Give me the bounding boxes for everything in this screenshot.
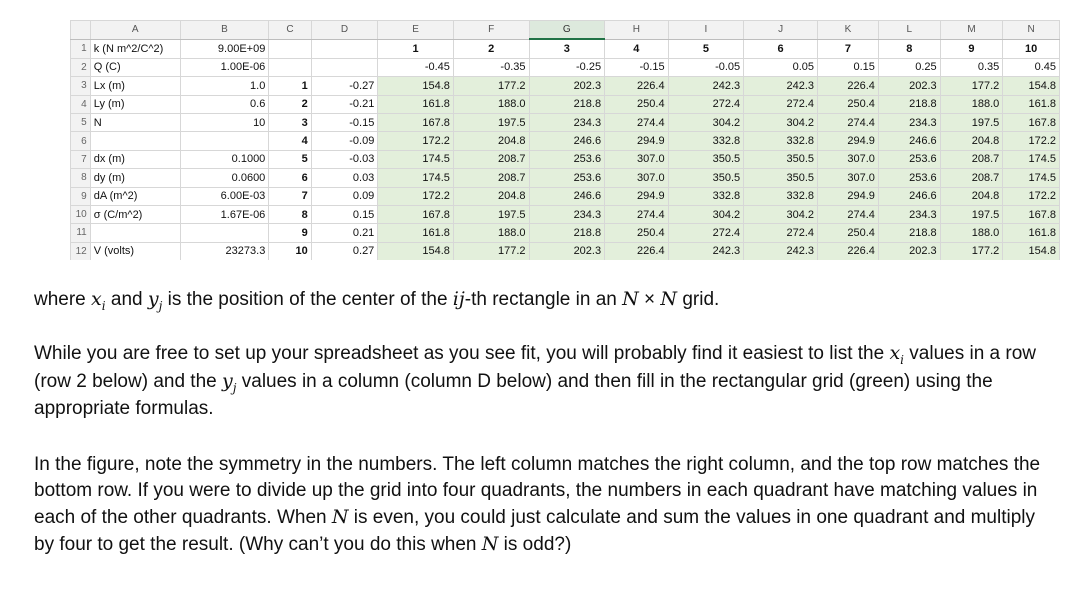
grid-cell[interactable]: 8 <box>878 39 940 58</box>
math-N: N <box>660 288 678 310</box>
grid-cell[interactable]: 174.5 <box>378 150 454 168</box>
grid-cell[interactable]: 332.8 <box>668 187 744 205</box>
cell-d[interactable]: 0.03 <box>311 169 378 187</box>
spreadsheet-grid <box>70 20 1060 260</box>
spreadsheet-view <box>70 20 1060 260</box>
cell-c[interactable]: 10 <box>269 242 311 260</box>
grid-cell[interactable]: 9 <box>940 39 1003 58</box>
grid-cell[interactable]: 208.7 <box>453 150 529 168</box>
row-header[interactable]: 1 <box>71 39 91 58</box>
grid-cell[interactable]: 234.3 <box>529 205 605 223</box>
cell-d[interactable]: -0.09 <box>311 132 378 150</box>
column-header-f[interactable]: F <box>453 21 529 40</box>
grid-cell[interactable]: -0.35 <box>453 58 529 76</box>
cell-c[interactable] <box>269 58 311 76</box>
sheet-row <box>71 95 1060 113</box>
text: is odd?) <box>498 534 572 555</box>
grid-cell[interactable]: 272.4 <box>744 224 818 242</box>
grid-cell[interactable]: 177.2 <box>453 242 529 260</box>
grid-cell[interactable]: 246.6 <box>529 187 605 205</box>
column-header-d[interactable]: D <box>311 21 378 40</box>
cell-a[interactable]: k (N m^2/C^2) <box>90 39 180 58</box>
grid-cell[interactable]: 0.45 <box>1003 58 1060 76</box>
column-header-i[interactable]: I <box>668 21 744 40</box>
grid-cell[interactable]: 1 <box>378 39 454 58</box>
cell-d[interactable]: 0.21 <box>311 224 378 242</box>
cell-d[interactable] <box>311 39 378 58</box>
grid-cell[interactable]: 197.5 <box>940 113 1003 131</box>
grid-cell[interactable]: 218.8 <box>878 95 940 113</box>
grid-cell[interactable]: -0.05 <box>668 58 744 76</box>
grid-cell[interactable]: 167.8 <box>1003 205 1060 223</box>
math-x: x <box>91 288 102 310</box>
cell-a[interactable] <box>90 224 180 242</box>
text: is even, you could just calculate and sum the values in one quadrant and multiply by four to get the result. (Why can’t you do this when <box>34 507 1036 555</box>
sheet-row <box>71 169 1060 187</box>
cell-b[interactable]: 1.00E-06 <box>180 58 269 76</box>
sheet-row <box>71 39 1060 58</box>
math-sub-i: i <box>101 299 106 313</box>
grid-cell[interactable]: 218.8 <box>529 224 605 242</box>
cell-b[interactable]: 6.00E-03 <box>180 187 269 205</box>
cell-a[interactable] <box>90 132 180 150</box>
grid-cell[interactable]: 307.0 <box>605 150 668 168</box>
sheet-row <box>71 58 1060 76</box>
grid-cell[interactable]: 274.4 <box>605 205 668 223</box>
column-header-j[interactable]: J <box>744 21 818 40</box>
grid-cell[interactable]: 250.4 <box>818 224 879 242</box>
math-sub-j: j <box>232 381 237 395</box>
math-N: N <box>622 288 639 310</box>
select-all-corner[interactable] <box>71 21 91 40</box>
cell-b[interactable]: 10 <box>180 113 269 131</box>
sheet-row <box>71 113 1060 131</box>
grid-cell[interactable]: 294.9 <box>605 187 668 205</box>
grid-cell[interactable]: 197.5 <box>453 113 529 131</box>
row-header[interactable]: 5 <box>71 113 91 131</box>
grid-cell[interactable]: 174.5 <box>1003 150 1060 168</box>
row-header[interactable]: 10 <box>71 205 91 223</box>
cell-a[interactable]: dA (m^2) <box>90 187 180 205</box>
cell-c[interactable]: 4 <box>269 132 311 150</box>
cell-a[interactable]: σ (C/m^2) <box>90 205 180 223</box>
grid-cell[interactable]: 250.4 <box>605 95 668 113</box>
grid-cell[interactable]: 208.7 <box>940 169 1003 187</box>
grid-cell[interactable]: 350.5 <box>668 150 744 168</box>
grid-cell[interactable]: 226.4 <box>605 77 668 95</box>
grid-cell[interactable]: 0.15 <box>818 58 879 76</box>
cell-b[interactable]: 1.0 <box>180 77 269 95</box>
grid-cell[interactable]: 332.8 <box>744 132 818 150</box>
grid-cell[interactable]: 307.0 <box>818 169 879 187</box>
cell-a[interactable]: Lx (m) <box>90 77 180 95</box>
grid-cell[interactable]: 350.5 <box>668 169 744 187</box>
grid-cell[interactable]: 218.8 <box>878 224 940 242</box>
math-N: N <box>481 533 499 555</box>
row-header[interactable]: 9 <box>71 187 91 205</box>
text: is the position of the center of the <box>162 289 453 310</box>
grid-cell[interactable]: 188.0 <box>453 95 529 113</box>
text: values in a row (row 2 below) and the <box>34 343 1037 392</box>
grid-cell[interactable]: 0.25 <box>878 58 940 76</box>
grid-cell[interactable]: 197.5 <box>940 205 1003 223</box>
grid-cell[interactable]: 3 <box>529 39 605 58</box>
sheet-row <box>71 224 1060 242</box>
cell-c[interactable]: 6 <box>269 169 311 187</box>
row-header[interactable]: 6 <box>71 132 91 150</box>
column-header-l[interactable]: L <box>878 21 940 40</box>
grid-cell[interactable]: 161.8 <box>1003 95 1060 113</box>
cell-b[interactable]: 0.6 <box>180 95 269 113</box>
grid-cell[interactable]: 246.6 <box>529 132 605 150</box>
grid-cell[interactable]: 294.9 <box>818 187 879 205</box>
cell-d[interactable]: -0.15 <box>311 113 378 131</box>
sheet-row <box>71 132 1060 150</box>
grid-cell[interactable]: 234.3 <box>529 113 605 131</box>
cell-a[interactable]: V (volts) <box>90 242 180 260</box>
cell-c[interactable]: 5 <box>269 150 311 168</box>
grid-cell[interactable]: 172.2 <box>378 132 454 150</box>
column-header-b[interactable]: B <box>180 21 269 40</box>
grid-cell[interactable]: 5 <box>668 39 744 58</box>
grid-cell[interactable]: 161.8 <box>1003 224 1060 242</box>
cell-a[interactable]: N <box>90 113 180 131</box>
grid-cell[interactable]: 202.3 <box>878 242 940 260</box>
paragraph-symmetry <box>34 452 1054 558</box>
row-header[interactable]: 8 <box>71 169 91 187</box>
cell-b[interactable]: 23273.3 <box>180 242 269 260</box>
grid-cell[interactable]: 6 <box>744 39 818 58</box>
grid-cell[interactable]: 307.0 <box>605 169 668 187</box>
grid-cell[interactable]: 188.0 <box>453 224 529 242</box>
grid-cell[interactable]: 174.5 <box>1003 169 1060 187</box>
grid-cell[interactable]: 274.4 <box>605 113 668 131</box>
grid-cell[interactable]: 161.8 <box>378 95 454 113</box>
row-header[interactable]: 11 <box>71 224 91 242</box>
column-header-row <box>71 21 1060 40</box>
cell-a[interactable]: Ly (m) <box>90 95 180 113</box>
cell-b[interactable]: 1.67E-06 <box>180 205 269 223</box>
grid-cell[interactable]: -0.45 <box>378 58 454 76</box>
grid-cell[interactable]: 202.3 <box>529 242 605 260</box>
cell-d[interactable] <box>311 58 378 76</box>
grid-cell[interactable]: 0.35 <box>940 58 1003 76</box>
cell-c[interactable] <box>269 39 311 58</box>
math-sub-i: i <box>900 353 905 367</box>
column-header-a[interactable]: A <box>90 21 180 40</box>
grid-cell[interactable]: 226.4 <box>818 242 879 260</box>
cell-c[interactable]: 1 <box>269 77 311 95</box>
grid-cell[interactable]: 154.8 <box>378 242 454 260</box>
grid-cell[interactable]: 204.8 <box>453 187 529 205</box>
grid-cell[interactable]: 332.8 <box>668 132 744 150</box>
cell-d[interactable]: 0.09 <box>311 187 378 205</box>
grid-cell[interactable]: 253.6 <box>878 150 940 168</box>
row-header[interactable]: 4 <box>71 95 91 113</box>
column-header-k[interactable]: K <box>818 21 879 40</box>
grid-cell[interactable]: 202.3 <box>529 77 605 95</box>
grid-cell[interactable]: 154.8 <box>1003 77 1060 95</box>
grid-cell[interactable]: 350.5 <box>744 169 818 187</box>
grid-cell[interactable]: 242.3 <box>668 77 744 95</box>
grid-cell[interactable]: 350.5 <box>744 150 818 168</box>
grid-cell[interactable]: 242.3 <box>668 242 744 260</box>
grid-cell[interactable]: 304.2 <box>744 205 818 223</box>
row-header[interactable]: 2 <box>71 58 91 76</box>
sheet-row <box>71 205 1060 223</box>
sheet-row <box>71 187 1060 205</box>
grid-cell[interactable]: 208.7 <box>940 150 1003 168</box>
grid-cell[interactable]: 246.6 <box>878 132 940 150</box>
grid-cell[interactable]: 304.2 <box>668 113 744 131</box>
grid-cell[interactable]: 307.0 <box>818 150 879 168</box>
grid-cell[interactable]: 167.8 <box>378 113 454 131</box>
math-y: y <box>147 288 159 310</box>
text: In the figure, note the symmetry in the numbers. The left column matches the right column, and the top row matches the bottom row. If you were to divide up the grid into four quadrants, the numbers in each quadrant have matching values in each of the other quadrants. When <box>34 454 1041 528</box>
grid-cell[interactable]: 272.4 <box>668 224 744 242</box>
column-header-n[interactable]: N <box>1003 21 1060 40</box>
column-header-e[interactable]: E <box>378 21 454 40</box>
grid-cell[interactable]: -0.25 <box>529 58 605 76</box>
cell-d[interactable]: -0.27 <box>311 77 378 95</box>
grid-cell[interactable]: 197.5 <box>453 205 529 223</box>
sheet-row <box>71 150 1060 168</box>
cell-c[interactable]: 7 <box>269 187 311 205</box>
grid-cell[interactable]: 250.4 <box>818 95 879 113</box>
row-header[interactable]: 3 <box>71 77 91 95</box>
row-header[interactable]: 12 <box>71 242 91 260</box>
grid-cell[interactable]: 188.0 <box>940 224 1003 242</box>
cell-b[interactable]: 0.1000 <box>180 150 269 168</box>
paragraph-position <box>34 286 1054 314</box>
grid-cell[interactable]: 2 <box>453 39 529 58</box>
grid-cell[interactable]: 172.2 <box>1003 132 1060 150</box>
grid-cell[interactable]: 177.2 <box>940 77 1003 95</box>
grid-cell[interactable]: 204.8 <box>453 132 529 150</box>
grid-cell[interactable]: -0.15 <box>605 58 668 76</box>
grid-cell[interactable]: 272.4 <box>744 95 818 113</box>
grid-cell[interactable]: 177.2 <box>940 242 1003 260</box>
grid-cell[interactable]: 226.4 <box>818 77 879 95</box>
cell-d[interactable]: -0.03 <box>311 150 378 168</box>
grid-cell[interactable]: 154.8 <box>378 77 454 95</box>
cell-c[interactable]: 8 <box>269 205 311 223</box>
cell-c[interactable]: 3 <box>269 113 311 131</box>
grid-cell[interactable]: 202.3 <box>878 77 940 95</box>
grid-cell[interactable]: 167.8 <box>1003 113 1060 131</box>
paragraph-setup <box>34 340 1054 422</box>
grid-cell[interactable]: 294.9 <box>605 132 668 150</box>
grid-cell[interactable]: 167.8 <box>378 205 454 223</box>
grid-cell[interactable]: 172.2 <box>378 187 454 205</box>
sheet-row <box>71 77 1060 95</box>
cell-b[interactable]: 9.00E+09 <box>180 39 269 58</box>
grid-cell[interactable]: 253.6 <box>529 150 605 168</box>
grid-cell[interactable]: 174.5 <box>378 169 454 187</box>
grid-cell[interactable]: 154.8 <box>1003 242 1060 260</box>
grid-cell[interactable]: 177.2 <box>453 77 529 95</box>
grid-cell[interactable]: 0.05 <box>744 58 818 76</box>
column-header-g[interactable]: G <box>529 21 605 40</box>
text: While you are free to set up your spreadsheet as you see fit, you will probably find it easiest to list the <box>34 343 890 364</box>
grid-cell[interactable]: 272.4 <box>668 95 744 113</box>
grid-cell[interactable]: 246.6 <box>878 187 940 205</box>
times-symbol: × <box>638 289 661 310</box>
grid-cell[interactable]: 294.9 <box>818 132 879 150</box>
text: grid. <box>677 289 720 310</box>
sheet-row <box>71 242 1060 260</box>
cell-b[interactable] <box>180 132 269 150</box>
column-header-h[interactable]: H <box>605 21 668 40</box>
cell-d[interactable]: -0.21 <box>311 95 378 113</box>
cell-c[interactable]: 9 <box>269 224 311 242</box>
grid-cell[interactable]: 226.4 <box>605 242 668 260</box>
grid-cell[interactable]: 332.8 <box>744 187 818 205</box>
cell-a[interactable]: Q (C) <box>90 58 180 76</box>
grid-cell[interactable]: 4 <box>605 39 668 58</box>
grid-cell[interactable]: 204.8 <box>940 187 1003 205</box>
grid-cell[interactable]: 250.4 <box>605 224 668 242</box>
grid-cell[interactable]: 208.7 <box>453 169 529 187</box>
math-N: N <box>331 506 349 528</box>
grid-cell[interactable]: 242.3 <box>744 77 818 95</box>
math-ij: ij <box>452 288 465 310</box>
cell-b[interactable] <box>180 224 269 242</box>
cell-d[interactable]: 0.27 <box>311 242 378 260</box>
grid-cell[interactable]: 161.8 <box>378 224 454 242</box>
grid-cell[interactable]: 242.3 <box>744 242 818 260</box>
grid-cell[interactable]: 204.8 <box>940 132 1003 150</box>
grid-cell[interactable]: 253.6 <box>878 169 940 187</box>
math-y: y <box>222 370 233 392</box>
text: where <box>34 289 92 310</box>
grid-cell[interactable]: 7 <box>818 39 879 58</box>
grid-cell[interactable]: 304.2 <box>668 205 744 223</box>
column-header-c[interactable]: C <box>269 21 311 40</box>
grid-cell[interactable]: 234.3 <box>878 113 940 131</box>
cell-a[interactable]: dy (m) <box>90 169 180 187</box>
grid-cell[interactable]: 274.4 <box>818 113 879 131</box>
grid-cell[interactable]: 172.2 <box>1003 187 1060 205</box>
cell-b[interactable]: 0.0600 <box>180 169 269 187</box>
grid-cell[interactable]: 234.3 <box>878 205 940 223</box>
math-x: x <box>889 342 901 364</box>
grid-cell[interactable]: 10 <box>1003 39 1060 58</box>
cell-d[interactable]: 0.15 <box>311 205 378 223</box>
math-sub-j: j <box>158 299 163 313</box>
grid-cell[interactable]: 304.2 <box>744 113 818 131</box>
cell-a[interactable]: dx (m) <box>90 150 180 168</box>
text: and <box>105 289 148 310</box>
text: values in a column (column D below) and then fill in the rectangular grid (green) using the appropriate formulas. <box>34 371 993 419</box>
grid-cell[interactable]: 218.8 <box>529 95 605 113</box>
grid-cell[interactable]: 253.6 <box>529 169 605 187</box>
row-header[interactable]: 7 <box>71 150 91 168</box>
column-header-m[interactable]: M <box>940 21 1003 40</box>
grid-cell[interactable]: 188.0 <box>940 95 1003 113</box>
cell-c[interactable]: 2 <box>269 95 311 113</box>
grid-cell[interactable]: 274.4 <box>818 205 879 223</box>
text: -th rectangle in an <box>464 289 623 310</box>
